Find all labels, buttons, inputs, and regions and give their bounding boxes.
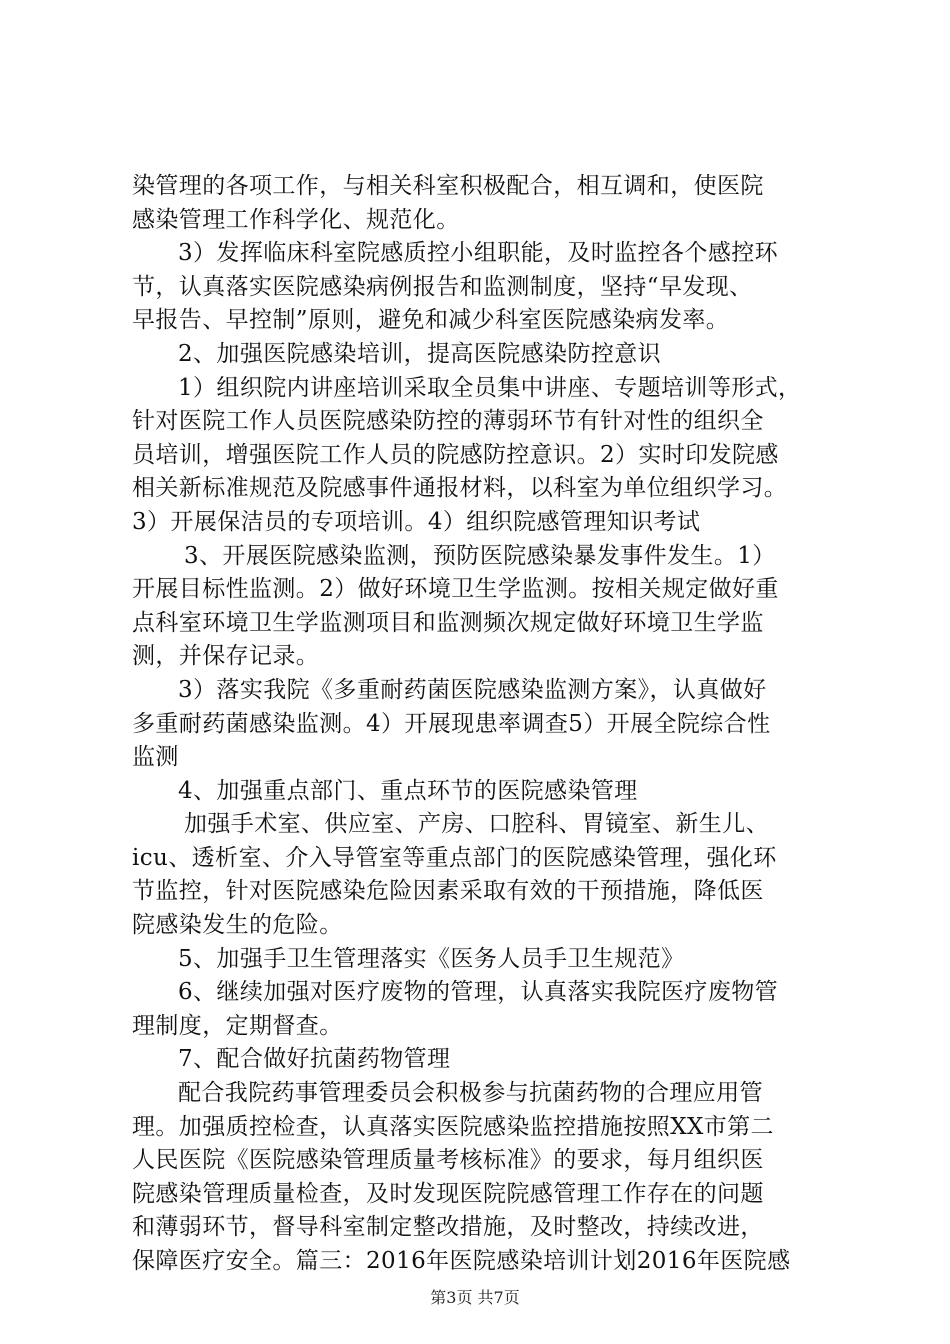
text-line: 加强手术室、供应室、产房、口腔科、胃镜室、新生儿、 [184,811,769,838]
text-line: icu、透析室、介入导管室等重点部门的医院感染管理，强化环 [132,844,777,871]
text-line: 理制度，定期督查。 [132,1012,343,1039]
text-line: 3）发挥临床科室院感质控小组职能，及时监控各个感控环 [178,240,779,267]
text-line: 节，认真落实医院感染病例报告和监测制度，坚持“早发现、 [132,273,753,300]
text-line: 点科室环境卫生学监测项目和监测频次规定做好环境卫生学监 [132,609,764,636]
section-heading: 5、加强手卫生管理落实《医务人员手卫生规范》 [178,945,685,972]
section-heading: 3、开展医院感染监测，预防医院感染暴发事件发生。1） [184,542,776,569]
text-line: 配合我院药事管理委员会积极参与抗菌药物的合理应用管 [178,1080,763,1107]
text-line: 3）落实我院《多重耐药菌医院感染监测方案》，认真做好 [178,676,767,703]
text-line: 测，并保存记录。 [132,643,320,670]
text-line: 染管理的各项工作，与相关科室积极配合，相互调和，使医院 [132,173,764,199]
text-line: 相关新标准规范及院感事件通报材料，以科室为单位组织学习。 [132,475,788,502]
text-line: 3）开展保洁员的专项培训。4）组织院感管理知识考试 [132,508,701,535]
section-heading: 7、配合做好抗菌药物管理 [178,1046,451,1073]
page-number-footer: 第3页 共7页 [430,1288,520,1307]
text-line: 保障医疗安全。篇三：2016年医院感染培训计划2016年医院感 [132,1248,791,1274]
text-line: 和薄弱环节，督导科室制定整改措施，及时整改，持续改进， [132,1214,764,1241]
text-line: 理。加强质控检查，认真落实医院感染监控措施按照XX市第二 [132,1113,774,1140]
text-line: 针对医院工作人员医院感染防控的薄弱环节有针对性的组织全 [132,408,764,435]
text-line: 1）组织院内讲座培训采取全员集中讲座、专题培训等形式， [178,374,802,401]
text-line: 监测 [132,744,179,771]
text-line: 员培训，增强医院工作人员的院感防控意识。2）实时印发院感 [132,441,779,468]
text-line: 人民医院《医院感染管理质量考核标准》的要求，每月组织医 [132,1147,764,1174]
document-body [132,170,832,1279]
text-line: 感染管理工作科学化、规范化。 [132,206,460,233]
section-heading: 6、继续加强对医疗废物的管理，认真落实我院医疗废物管 [178,979,779,1006]
text-line: 早报告、早控制”原则，避免和减少科室医院感染病发率。 [132,307,730,334]
text-line: 多重耐药菌感染监测。4）开展现患率调查5）开展全院综合性 [132,710,771,737]
text-line: 节监控，针对医院感染危险因素采取有效的干预措施，降低医 [132,878,764,905]
section-heading: 2、加强医院感染培训，提高医院感染防控意识 [178,340,662,367]
section-heading: 4、加强重点部门、重点环节的医院感染管理 [178,777,638,804]
text-line: 开展目标性监测。2）做好环境卫生学监测。按相关规定做好重 [132,576,779,603]
text-line: 院感染管理质量检查，及时发现医院院感管理工作存在的问题 [132,1180,764,1207]
text-line: 院感染发生的危险。 [132,912,343,939]
